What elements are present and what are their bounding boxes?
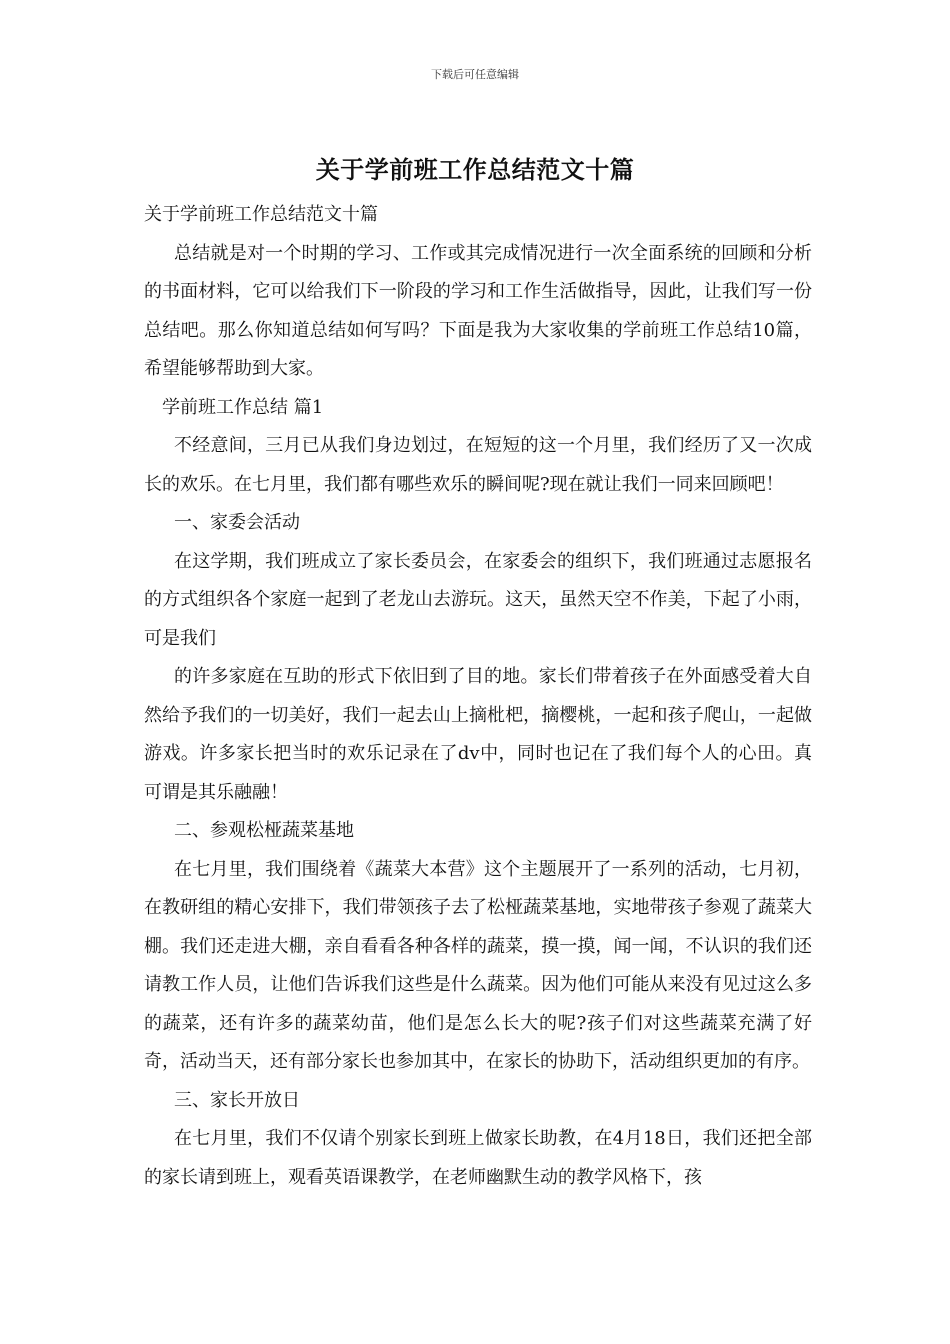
- item1-heading: 一、家委会活动: [174, 512, 300, 533]
- item3-heading: 三、家长开放日: [174, 1089, 300, 1111]
- header-note: 下载后可任意编辑: [431, 68, 519, 81]
- item3-paragraph: 在七月里，我们不仅请个别家长到班上做家长助教，在4月18日，我们还把全部的家长请到班上，观看英语课教学，在老师幽默生动的教学风格下，孩: [144, 1128, 812, 1188]
- item2-paragraph: 在七月里，我们围绕着《蔬菜大本营》这个主题展开了一系列的活动，七月初，在教研组的精心安排下，我们带领孩子去了松桠蔬菜基地，实地带孩子参观了蔬菜大棚。我们还走进大棚，亲自看看各种各样的蔬菜，摸一摸，闻一闻，不认识的我们还请教工作人员，让他们告诉我们这些是什么蔬菜。因为他们可能从来没有见过这么多的蔬菜，还有许多的蔬菜幼苗，他们是怎么长大的呢?孩子们对这些蔬菜充满了好奇，活动当天，还有部分家长也参加其中，在家长的协助下，活动组织更加的有序。: [144, 858, 812, 1072]
- section-heading: 学前班工作总结 篇1: [162, 396, 324, 418]
- item2-heading: 二、参观松桠蔬菜基地: [174, 820, 354, 841]
- item1-paragraph-b: 的许多家庭在互助的形式下依旧到了目的地。家长们带着孩子在外面感受着大自然给予我们的一切美好，我们一起去山上摘枇杷，摘樱桃，一起和孩子爬山，一起做游戏。许多家长把当时的欢乐记录在了dv中，同时也记在了我们每个人的心田。真可谓是其乐融融！: [144, 666, 812, 803]
- intro-paragraph: 总结就是对一个时期的学习、工作或其完成情况进行一次全面系统的回顾和分析的书面材料，它可以给我们下一阶段的学习和工作生活做指导，因此，让我们写一份总结吧。那么你知道总结如何写吗？下面是我为大家收集的学前班工作总结10篇，希望能够帮助到大家。: [144, 242, 812, 379]
- document-subtitle: 关于学前班工作总结范文十篇: [144, 204, 378, 225]
- document-title: 关于学前班工作总结范文十篇: [315, 155, 635, 184]
- opening-paragraph: 不经意间，三月已从我们身边划过，在短短的这一个月里，我们经历了又一次成长的欢乐。在七月里，我们都有哪些欢乐的瞬间呢?现在就让我们一同来回顾吧！: [144, 435, 812, 495]
- document-body: [144, 196, 812, 1197]
- item1-paragraph-a: 在这学期，我们班成立了家长委员会，在家委会的组织下，我们班通过志愿报名的方式组织各个家庭一起到了老龙山去游玩。这天，虽然天空不作美，下起了小雨，可是我们: [144, 550, 812, 649]
